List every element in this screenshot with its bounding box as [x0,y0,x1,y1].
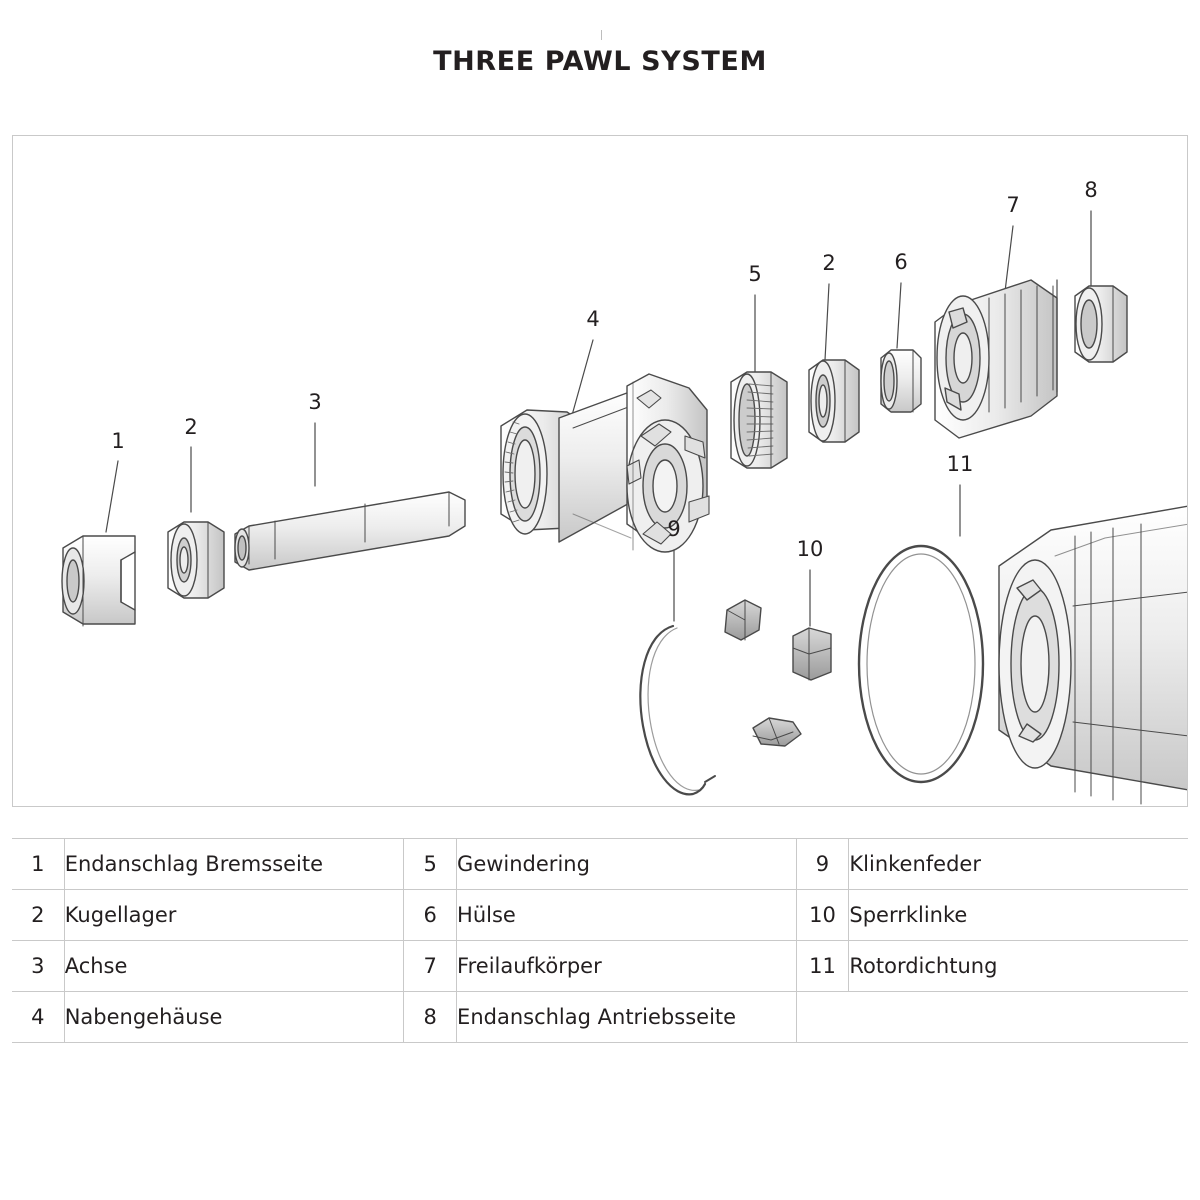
exploded-hub-assembly-drawing [13,136,1188,807]
legend-number: 4 [12,992,64,1043]
parts-legend-table [12,838,1188,1043]
legend-number: 6 [404,890,457,941]
callout-4: 4 [586,307,600,331]
callout-10: 10 [796,537,824,561]
callout-8: 8 [1084,178,1098,202]
legend-number-empty [796,992,849,1043]
callout-3: 3 [308,390,322,414]
legend-label: Klinkenfeder [849,839,1188,890]
legend-label: Kugellager [64,890,404,941]
legend-label: Achse [64,941,404,992]
table-row [12,992,1188,1043]
table-row [12,890,1188,941]
legend-label-empty [849,992,1188,1043]
callout-6: 6 [894,250,908,274]
legend-label: Endanschlag Bremsseite [64,839,404,890]
legend-label: Freilaufkörper [457,941,797,992]
legend-number: 10 [796,890,849,941]
legend-number: 1 [12,839,64,890]
title-tick-mark [601,30,602,40]
legend-label: Hülse [457,890,797,941]
callout-11: 11 [946,452,974,476]
callout-2b: 2 [822,251,836,275]
legend-number: 8 [404,992,457,1043]
legend-label: Gewindering [457,839,797,890]
legend-number: 5 [404,839,457,890]
page-title: THREE PAWL SYSTEM [433,46,767,77]
callout-9: 9 [667,517,681,541]
table-row [12,941,1188,992]
diagram-frame [12,135,1188,807]
legend-number: 11 [796,941,849,992]
legend-label: Sperrklinke [849,890,1188,941]
legend-label: Endanschlag Antriebsseite [457,992,797,1043]
legend-number: 9 [796,839,849,890]
legend-label: Nabengehäuse [64,992,404,1043]
callout-2: 2 [184,415,198,439]
table-row [12,839,1188,890]
callout-1: 1 [111,429,125,453]
legend-number: 7 [404,941,457,992]
legend-number: 2 [12,890,64,941]
callout-5: 5 [748,262,762,286]
callout-7: 7 [1006,193,1020,217]
legend-number: 3 [12,941,64,992]
legend-label: Rotordichtung [849,941,1188,992]
